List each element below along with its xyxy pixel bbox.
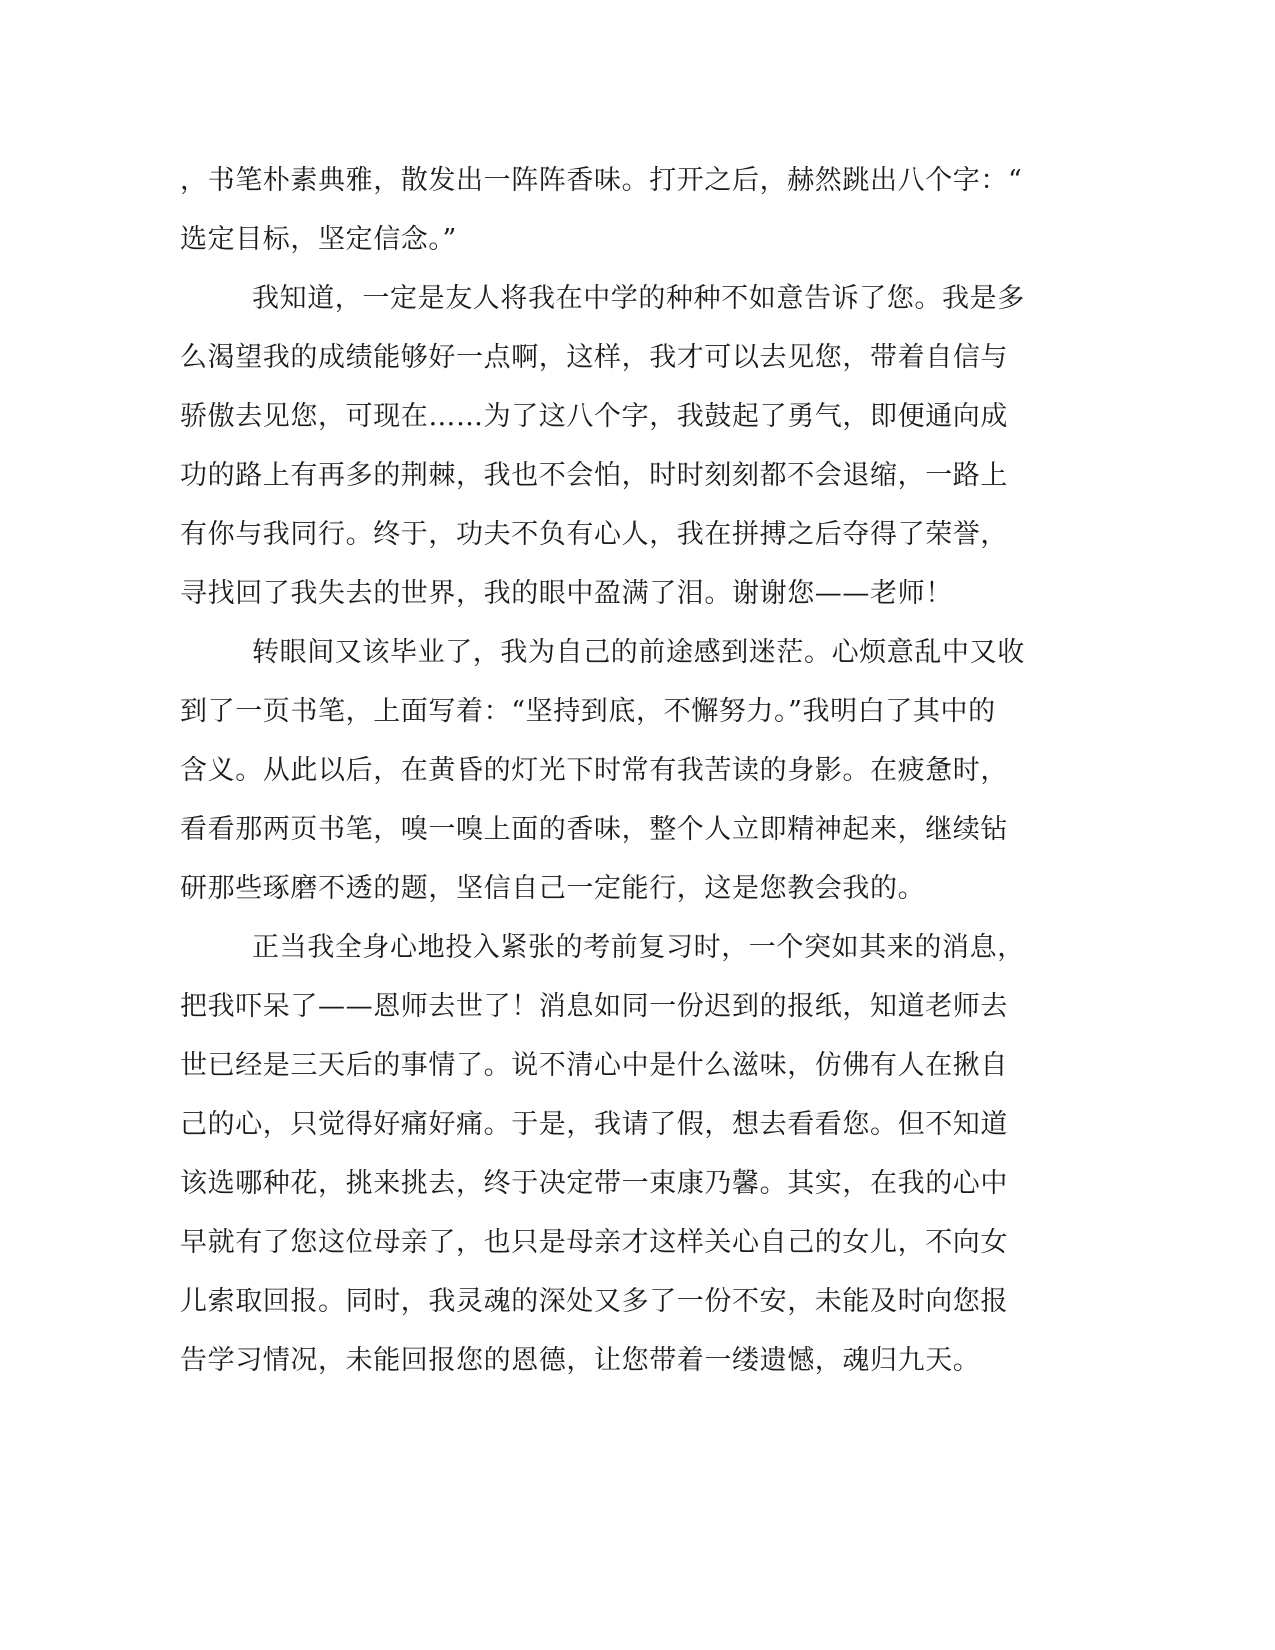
text-line: 世已经是三天后的事情了。说不清心中是什么滋味，仿佛有人在揪自 xyxy=(180,1050,1008,1081)
text-line: ，书笔朴素典雅，散发出一阵阵香味。打开之后，赫然跳出八个字：“ xyxy=(180,165,1023,196)
text-line: 转眼间又该毕业了，我为自己的前途感到迷茫。心烦意乱中又收 xyxy=(252,637,1025,668)
text-line: 正当我全身心地投入紧张的考前复习时，一个突如其来的消息， xyxy=(252,932,1025,963)
text-line: 早就有了您这位母亲了，也只是母亲才这样关心自己的女儿，不向女 xyxy=(180,1227,1008,1258)
text-line: 功的路上有再多的荆棘，我也不会怕，时时刻刻都不会退缩，一路上 xyxy=(180,460,1008,491)
text-line: 看看那两页书笔，嗅一嗅上面的香味，整个人立即精神起来，继续钻 xyxy=(180,814,1008,845)
text-line: 告学习情况，未能回报您的恩德，让您带着一缕遗憾，魂归九天。 xyxy=(180,1345,981,1376)
text-line: 到了一页书笔，上面写着：“坚持到底，不懈努力。”我明白了其中的 xyxy=(180,696,996,727)
text-line: 把我吓呆了——恩师去世了！消息如同一份迟到的报纸，知道老师去 xyxy=(180,991,1008,1022)
text-line: 该选哪种花，挑来挑去，终于决定带一束康乃馨。其实，在我的心中 xyxy=(180,1168,1008,1199)
text-line: 儿索取回报。同时，我灵魂的深处又多了一份不安，未能及时向您报 xyxy=(180,1286,1008,1317)
text-line: 选定目标，坚定信念。” xyxy=(180,224,457,255)
text-line: 有你与我同行。终于，功夫不负有心人，我在拼搏之后夺得了荣誉， xyxy=(180,519,1008,550)
text-line: 含义。从此以后，在黄昏的灯光下时常有我苦读的身影。在疲惫时， xyxy=(180,755,1008,786)
text-line: 么渴望我的成绩能够好一点啊，这样，我才可以去见您，带着自信与 xyxy=(180,342,1008,373)
text-line: 己的心，只觉得好痛好痛。于是，我请了假，想去看看您。但不知道 xyxy=(180,1109,1008,1140)
text-line: 寻找回了我失去的世界，我的眼中盈满了泪。谢谢您——老师！ xyxy=(180,578,953,609)
text-line: 我知道，一定是友人将我在中学的种种不如意告诉了您。我是多 xyxy=(252,283,1025,314)
text-line: 研那些琢磨不透的题，坚信自己一定能行，这是您教会我的。 xyxy=(180,873,926,904)
text-line: 骄傲去见您，可现在……为了这八个字，我鼓起了勇气，即便通向成 xyxy=(180,401,1008,432)
